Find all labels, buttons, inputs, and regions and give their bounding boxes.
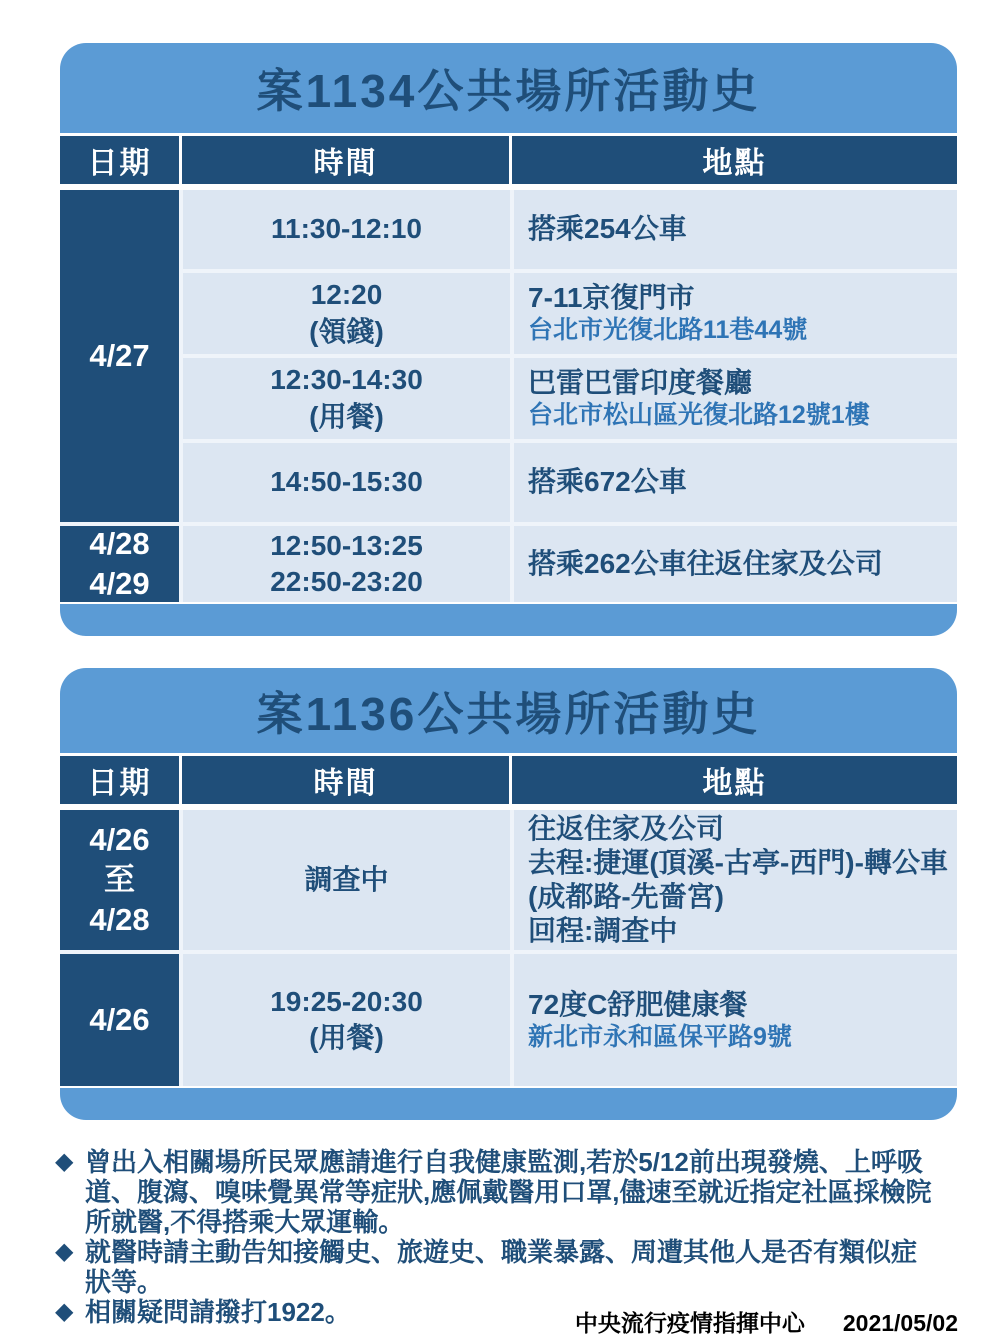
place-cell [514, 190, 957, 269]
date-cell [60, 526, 179, 602]
time-line: 11:30-12:10 [270, 213, 422, 245]
date-cell [60, 810, 179, 950]
place-cell [514, 273, 957, 354]
time-line: 調查中 [304, 863, 389, 895]
note-text: 相關疑問請撥打1922。 [85, 1297, 351, 1327]
attribution-org: 中央流行疫情指揮中心 [574, 1310, 805, 1336]
date-line: 至 [104, 861, 135, 897]
date-line: 4/26 [89, 821, 150, 857]
column-header: 地點 [512, 756, 957, 804]
attribution-date: 2021/05/02 [842, 1310, 958, 1336]
case-1136-table [60, 668, 957, 1120]
place-address-line: 新北市永和區保平路9號 [528, 1022, 792, 1051]
place-cell [514, 443, 957, 522]
note-item [55, 1237, 939, 1297]
place-main-line: 回程:調查中 [528, 915, 678, 947]
place-main-line: 去程:捷運(頂溪-古亭-西門)-轉公車 [528, 846, 948, 878]
time-cell [183, 358, 510, 439]
place-cell [514, 526, 957, 602]
time-cell [183, 273, 510, 354]
time-line: 22:50-23:20 [270, 566, 423, 597]
time-line: 14:50-15:30 [270, 466, 423, 498]
time-line: 19:25-20:30 [270, 985, 423, 1017]
diamond-bullet-icon: ◆ [55, 1298, 74, 1325]
date-cell [60, 954, 179, 1086]
card-footer-strip [60, 604, 957, 636]
place-main-line: 7-11京復門市 [528, 282, 695, 314]
place-cell [514, 954, 957, 1086]
column-header: 地點 [512, 136, 957, 184]
place-main-line: 巴雷巴雷印度餐廳 [528, 367, 753, 399]
case-1134-table [60, 43, 957, 636]
time-line: 12:50-13:25 [270, 529, 423, 561]
time-line: (用餐) [309, 1022, 384, 1053]
attribution [575, 1305, 958, 1338]
time-line: 12:20 [310, 279, 383, 311]
case-1136-title: 案1136公共場所活動史 [60, 668, 957, 753]
time-cell [183, 810, 510, 950]
time-cell [183, 443, 510, 522]
advisory-notes [55, 1147, 939, 1327]
time-cell [183, 190, 510, 269]
place-cell [514, 358, 957, 439]
date-cell [60, 190, 179, 522]
place-main-line: 72度C舒肥健康餐 [528, 988, 748, 1020]
date-line: 4/28 [89, 902, 150, 938]
case-1134-title: 案1134公共場所活動史 [60, 43, 957, 133]
diamond-bullet-icon: ◆ [55, 1238, 74, 1265]
note-item [55, 1147, 939, 1237]
card-footer-strip [60, 1088, 957, 1120]
place-address-line: 台北市光復北路11巷44號 [528, 316, 808, 345]
date-line: 4/27 [89, 337, 150, 373]
place-main-line: 搭乘672公車 [528, 466, 687, 498]
place-main-line: (成都路-先嗇宮) [528, 881, 724, 912]
time-cell [183, 954, 510, 1086]
date-line: 4/29 [89, 566, 150, 601]
case-1134-header-row [60, 136, 957, 184]
case-1134-rows [60, 190, 957, 602]
place-main-line: 搭乘254公車 [528, 213, 687, 245]
column-header: 時間 [182, 756, 509, 804]
case-1136-rows [60, 810, 957, 1086]
time-line: (領錢) [309, 315, 384, 347]
place-main-line: 往返住家及公司 [528, 812, 725, 844]
diamond-bullet-icon: ◆ [55, 1148, 74, 1175]
place-address-line: 台北市松山區光復北路12號1樓 [528, 401, 870, 430]
note-text: 曾出入相關場所民眾應請進行自我健康監測,若於5/12前出現發燒、上呼吸道、腹瀉、嗅味覺異常等症狀,應佩戴醫用口罩,儘速至就近指定社區採檢院所就醫,不得搭乘大眾運輸。 [85, 1147, 932, 1237]
time-cell [183, 526, 510, 602]
time-line: (用餐) [309, 400, 384, 432]
date-line: 4/26 [89, 1001, 150, 1037]
case-1136-header-row [60, 756, 957, 804]
column-header: 日期 [60, 756, 179, 804]
note-text: 就醫時請主動告知接觸史、旅遊史、職業暴露、周遭其他人是否有類似症狀等。 [85, 1237, 918, 1297]
place-cell [514, 810, 957, 950]
place-main-line: 搭乘262公車往返住家及公司 [528, 547, 883, 579]
date-line: 4/28 [89, 525, 150, 561]
column-header: 時間 [182, 136, 509, 184]
time-line: 12:30-14:30 [270, 364, 423, 396]
column-header: 日期 [60, 136, 179, 184]
